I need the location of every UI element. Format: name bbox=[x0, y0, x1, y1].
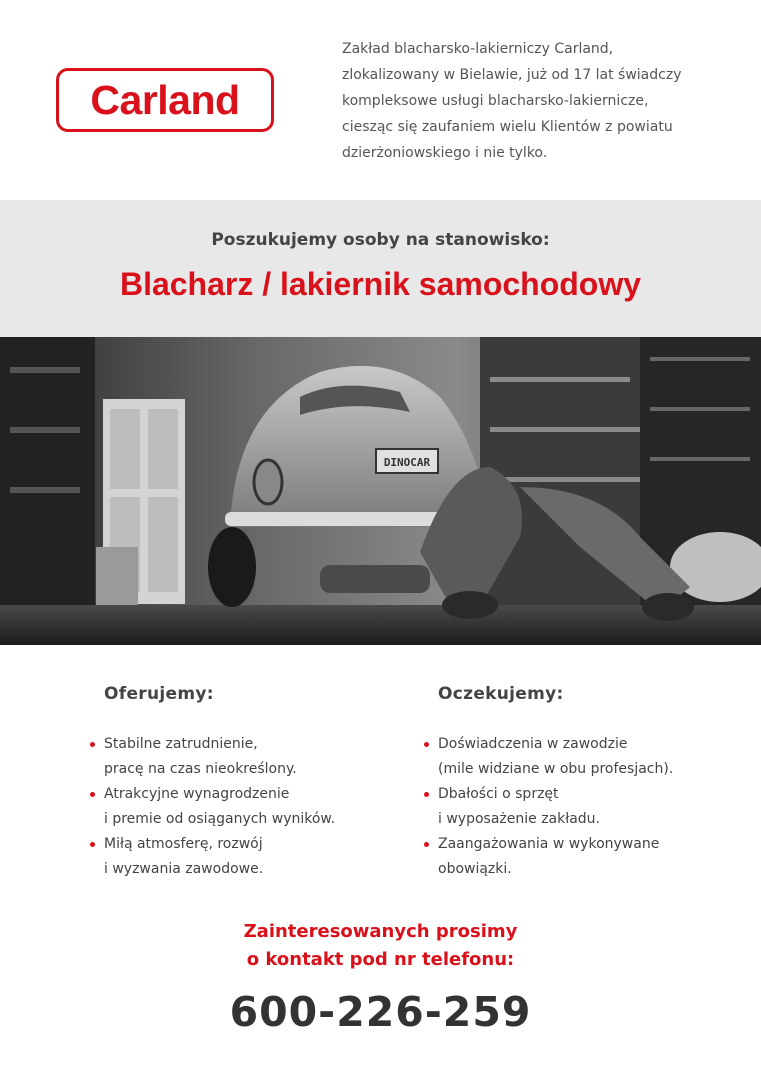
bullet-icon bbox=[424, 742, 429, 747]
bullet-icon bbox=[90, 842, 95, 847]
list-item-line: Miłą atmosferę, rozwój bbox=[104, 836, 263, 852]
logo-text: Carland bbox=[90, 76, 240, 123]
phone-number[interactable]: 600-226-259 bbox=[229, 988, 532, 1036]
list-item-line: Atrakcyjne wynagrodzenie bbox=[104, 786, 290, 802]
bullet-icon bbox=[424, 842, 429, 847]
expect-list bbox=[424, 732, 754, 882]
company-intro bbox=[342, 36, 742, 166]
list-item-line: pracę na czas nieokreślony. bbox=[104, 761, 297, 777]
list-item-line: Stabilne zatrudnienie, bbox=[104, 736, 258, 752]
list-item-line: Zaangażowania w wykonywane bbox=[438, 836, 660, 852]
list-item-line: (mile widziane w obu profesjach). bbox=[438, 761, 674, 777]
intro-line: zlokalizowany w Bielawie, już od 17 lat świadczy bbox=[342, 67, 682, 83]
offer-section bbox=[90, 684, 420, 882]
list-item bbox=[90, 832, 420, 882]
position-banner bbox=[0, 200, 761, 337]
intro-line: kompleksowe usługi blacharsko-lakiernicze, bbox=[342, 93, 649, 109]
expect-section bbox=[424, 684, 754, 882]
contact-invitation bbox=[0, 918, 761, 974]
contact-line: Zainteresowanych prosimy bbox=[243, 921, 518, 942]
list-item-line: i wyposażenie zakładu. bbox=[438, 811, 600, 827]
list-item-line: i wyzwania zawodowe. bbox=[104, 861, 264, 877]
bullet-icon bbox=[424, 792, 429, 797]
intro-line: ciesząc się zaufaniem wielu Klientów z powiatu bbox=[342, 119, 673, 135]
expect-heading: Oczekujemy: bbox=[438, 684, 564, 704]
offer-list bbox=[90, 732, 420, 882]
list-item bbox=[424, 832, 754, 882]
contact-line: o kontakt pod nr telefonu: bbox=[246, 949, 515, 970]
list-item bbox=[90, 782, 420, 832]
list-item-line: i premie od osiąganych wyników. bbox=[104, 811, 336, 827]
list-item-line: obowiązki. bbox=[438, 861, 512, 877]
bullet-icon bbox=[90, 742, 95, 747]
carland-logo bbox=[56, 68, 274, 132]
list-item bbox=[90, 732, 420, 782]
offer-heading: Oferujemy: bbox=[104, 684, 214, 704]
intro-line: dzierżoniowskiego i nie tylko. bbox=[342, 145, 548, 161]
position-subtitle: Poszukujemy osoby na stanowisko: bbox=[211, 230, 550, 250]
license-plate: DINOCAR bbox=[383, 456, 431, 469]
list-item-line: Doświadczenia w zawodzie bbox=[438, 736, 628, 752]
list-item bbox=[424, 732, 754, 782]
position-title: Blacharz / lakiernik samochodowy bbox=[119, 266, 642, 302]
list-item bbox=[424, 782, 754, 832]
vintage-car-repair-photo bbox=[0, 337, 761, 645]
list-item-line: Dbałości o sprzęt bbox=[438, 786, 559, 802]
bullet-icon bbox=[90, 792, 95, 797]
intro-line: Zakład blacharsko-lakierniczy Carland, bbox=[342, 41, 614, 57]
garage-photo bbox=[0, 337, 761, 645]
